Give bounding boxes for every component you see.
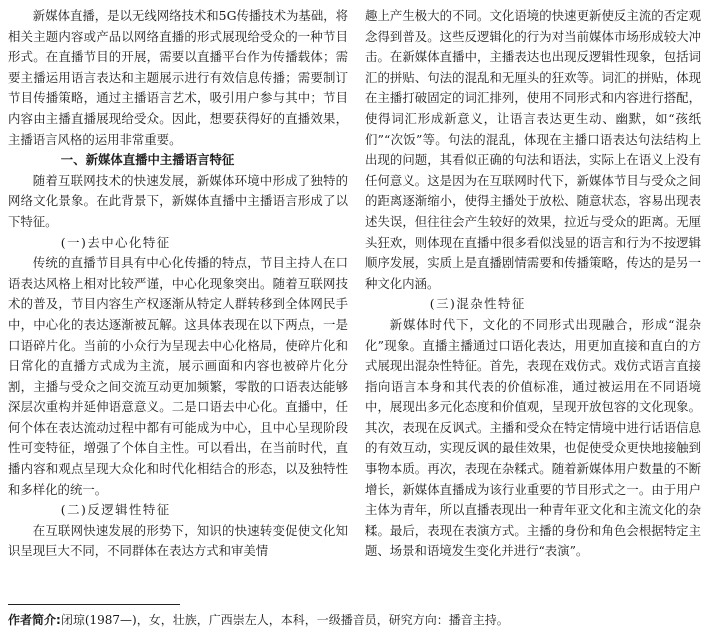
author-footnote	[8, 611, 698, 629]
section-heading-1: 一、新媒体直播中主播语言特征	[60, 152, 235, 168]
anti-logic-paragraph-continued: 趣上产生极大的不同。文化语境的快速更新使反主流的否定观念得到普及。这些反逻辑化的行为对当前媒体市场形成较大冲击。在新媒体直播中，主播表达也出现反逻辑性现象，包括词汇的拼贴、句法的混乱和无厘头的狂欢等。词汇的拼贴，体现在主播打破固定的词汇排列，使用不同形式和内容进行搭配，使得词汇形成新意义，让语言表达更生动、幽默，如“孩纸们”“次饭”等。句法的混乱，体现在主播口语表达句法结构上出现的问题，其看似正确的句法和语法，实际上在语义上没有任何意义。这是因为在互联网时代下，新媒体节目与受众之间的距离逐渐缩小，使得主播处于放松、随意状态，容易出现表述失误，但往往会产生较好的效果，拉近与受众的距离。无厘头狂欢，则体现在直播中很多看似浅显的语言和行为不按逻辑顺序发展，实质上是直播剧情需要和传播策略，传达的是另一种文化内涵。	[365, 8, 701, 291]
subsection-heading-hybridity: (三)混杂性特征	[429, 296, 526, 312]
right-column	[365, 6, 701, 562]
subsection-heading-decentralization: (一)去中心化特征	[60, 234, 171, 250]
footnote-text: 闭琼(1987—)，女，壮族，广西崇左人，本科，一级播音员，研究方向：播音主持。	[60, 613, 509, 627]
subsection-heading-anti-logic: (二)反逻辑性特征	[60, 502, 171, 518]
footnote-rule	[8, 604, 180, 605]
section-intro-paragraph: 随着互联网技术的快速发展，新媒体环境中形成了独特的网络文化景象。在此背景下，新媒体直播中主播语言形成了以下特征。	[8, 172, 348, 229]
hybridity-paragraph: 新媒体时代下，文化的不同形式出现融合，形成“混杂化”现象。直播主播通过口语化表达，用更加直接和直白的方式展现出混杂性特征。首先，表现在戏仿式。戏仿式语言直接指向语言本身和其代表的价值标准，通过被运用在不同语境中，展现出多元化态度和价值观，呈现开放包容的文化现象。其次，表现在反讽式。主播和受众在特定情境中进行话语信息的有效互动，实现反讽的最佳效果，也促使受众更快地接触到事物本质。再次，表现在杂糅式。随着新媒体用户数量的不断增长，新媒体直播成为该行业重要的节目形式之一。由于用户主体为青年，所以直播表现出一种青年亚文化和主流文化的杂糅。最后，表现在表演方式。主播的身份和角色会根据特定主题、场景和语境发生变化并进行“表演”。	[365, 316, 701, 559]
anti-logic-paragraph-start: 在互联网快速发展的形势下，知识的快速转变促使文化知识呈现巨大不同，不同群体在表达方式和审美情	[8, 522, 348, 559]
decentralization-paragraph: 传统的直播节目具有中心化传播的特点，节目主持人在口语表达风格上相对比较严谨，中心化现象突出。随着互联网技术的普及，节目内容生产权逐渐从特定人群转移到全体网民手中，中心化的表达逐渐被瓦解。这具体表现在以下两点，一是口语碎片化。当前的小众行为呈现去中心化格局，使碎片化和日常化的直播方式成为主流，展示画面和内容也被碎片化分割，主播与受众之间交流互动更加频繁，零散的口语表达能够深层次重构并延伸语意意义。二是口语去中心化。直播中，任何个体在表达流动过程中都有可能成为中心，且中心呈现阶段性可变特征，增强了个体自主性。可以看出，在当前时代，直播内容和观点呈现大众化和时代化相结合的形态，以及独特性和多样化的统一。	[8, 255, 348, 497]
intro-paragraph: 新媒体直播，是以无线网络技术和5G传播技术为基础，将相关主题内容或产品以网络直播的形式展现给受众的一种节目形式。在直播节目的开展，需要以直播平台作为传播载体；需要主播运用语言表达和主题展示进行有效信息传播；需要制订节目传播策略，通过主播语言艺术，吸引用户参与其中；节目内容由主播直播展现给受众。因此，想要获得好的直播效果，主播语言风格的运用非常重要。	[8, 8, 348, 147]
footnote-label: 作者简介:	[8, 613, 61, 627]
left-column	[8, 6, 348, 562]
